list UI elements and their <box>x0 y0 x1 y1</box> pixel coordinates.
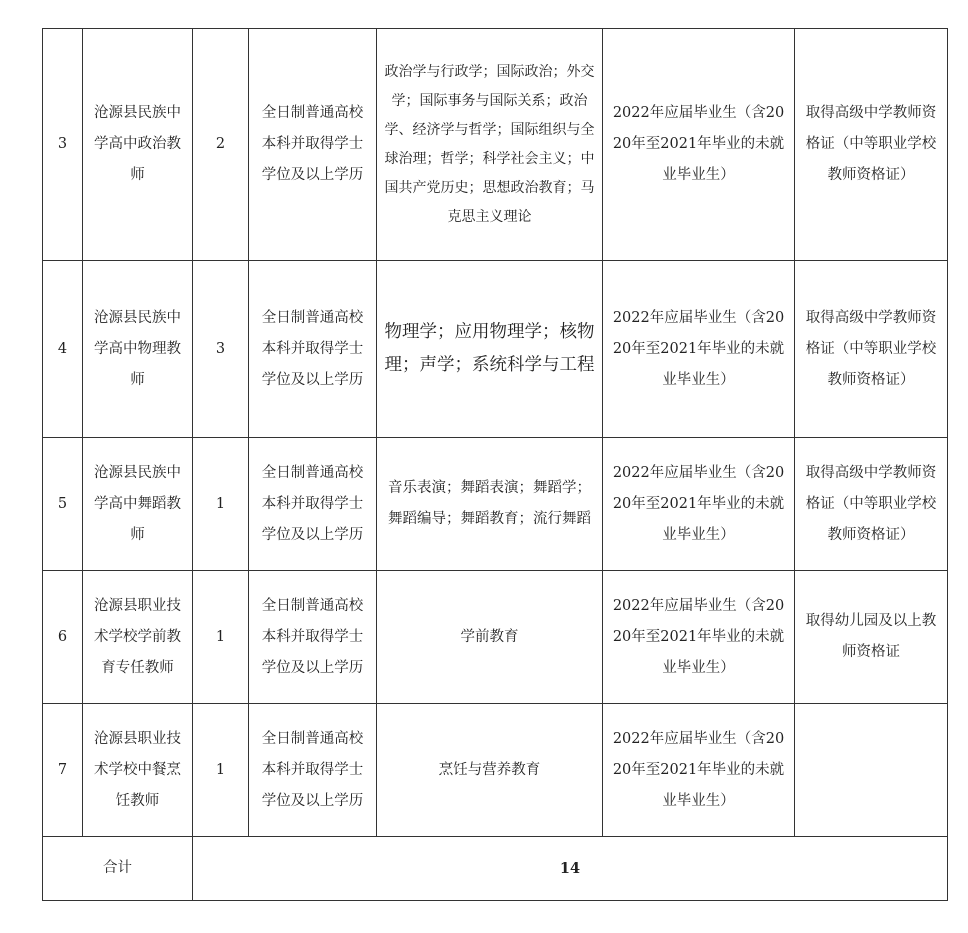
major-requirement: 政治学与行政学；国际政治；外交学；国际事务与国际关系；政治学、经济学与哲学；国际组织与全球治理；哲学；科学社会主义；中国共产党历史；思想政治教育；马克思主义理论 <box>377 29 603 261</box>
table-row <box>43 571 948 704</box>
hiring-count: 3 <box>193 261 249 438</box>
graduate-requirement: 2022年应届毕业生（含2020年至2021年毕业的未就业毕业生） <box>603 438 795 571</box>
table-row <box>43 438 948 571</box>
table-row <box>43 261 948 438</box>
certificate-requirement: 取得幼儿园及以上教师资格证 <box>795 571 948 704</box>
total-row <box>43 837 948 901</box>
total-label: 合计 <box>43 837 193 901</box>
education-requirement: 全日制普通高校本科并取得学士学位及以上学历 <box>249 261 377 438</box>
position-name: 沧源县职业技术学校学前教育专任教师 <box>83 571 193 704</box>
row-number: 5 <box>43 438 83 571</box>
certificate-requirement <box>795 704 948 837</box>
graduate-requirement: 2022年应届毕业生（含2020年至2021年毕业的未就业毕业生） <box>603 704 795 837</box>
education-requirement: 全日制普通高校本科并取得学士学位及以上学历 <box>249 704 377 837</box>
position-name: 沧源县职业技术学校中餐烹饪教师 <box>83 704 193 837</box>
hiring-count: 1 <box>193 571 249 704</box>
recruitment-table <box>42 28 948 901</box>
table-row <box>43 29 948 261</box>
position-name: 沧源县民族中学高中物理教师 <box>83 261 193 438</box>
certificate-requirement: 取得高级中学教师资格证（中等职业学校教师资格证） <box>795 438 948 571</box>
major-requirement: 音乐表演；舞蹈表演；舞蹈学；舞蹈编导；舞蹈教育；流行舞蹈 <box>377 438 603 571</box>
graduate-requirement: 2022年应届毕业生（含2020年至2021年毕业的未就业毕业生） <box>603 29 795 261</box>
education-requirement: 全日制普通高校本科并取得学士学位及以上学历 <box>249 438 377 571</box>
row-number: 4 <box>43 261 83 438</box>
graduate-requirement: 2022年应届毕业生（含2020年至2021年毕业的未就业毕业生） <box>603 571 795 704</box>
certificate-requirement: 取得高级中学教师资格证（中等职业学校教师资格证） <box>795 29 948 261</box>
major-requirement: 学前教育 <box>377 571 603 704</box>
major-requirement: 烹饪与营养教育 <box>377 704 603 837</box>
position-name: 沧源县民族中学高中舞蹈教师 <box>83 438 193 571</box>
row-number: 7 <box>43 704 83 837</box>
education-requirement: 全日制普通高校本科并取得学士学位及以上学历 <box>249 29 377 261</box>
row-number: 3 <box>43 29 83 261</box>
total-value: 14 <box>193 837 948 901</box>
certificate-requirement: 取得高级中学教师资格证（中等职业学校教师资格证） <box>795 261 948 438</box>
graduate-requirement: 2022年应届毕业生（含2020年至2021年毕业的未就业毕业生） <box>603 261 795 438</box>
table-row <box>43 704 948 837</box>
hiring-count: 2 <box>193 29 249 261</box>
hiring-count: 1 <box>193 704 249 837</box>
major-requirement: 物理学；应用物理学；核物理；声学；系统科学与工程 <box>377 261 603 438</box>
hiring-count: 1 <box>193 438 249 571</box>
position-name: 沧源县民族中学高中政治教师 <box>83 29 193 261</box>
education-requirement: 全日制普通高校本科并取得学士学位及以上学历 <box>249 571 377 704</box>
row-number: 6 <box>43 571 83 704</box>
